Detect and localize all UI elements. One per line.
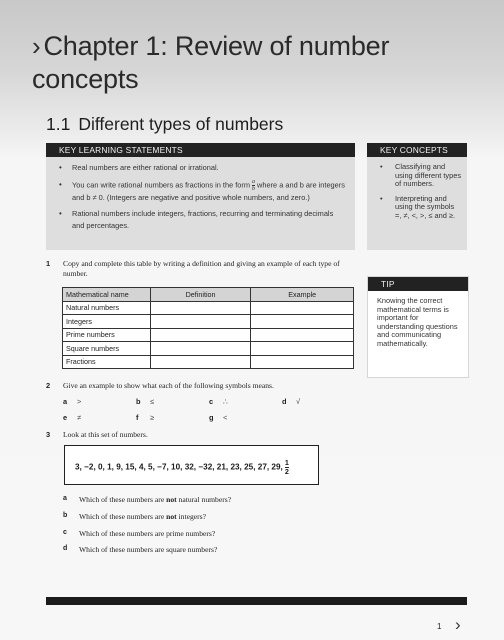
part-letter: c: [209, 397, 214, 406]
fraction-a-over-b: [252, 179, 255, 192]
question-text: Copy and complete this table by writing a definition and giving an example of each type of number.: [63, 259, 340, 278]
key-learning-list: [46, 162, 355, 231]
part-symbol: ∴: [223, 397, 228, 406]
chapter-title: [32, 30, 432, 96]
table-cell-example: [251, 328, 354, 342]
half-numerator: 1: [284, 458, 289, 467]
symbol-part: [209, 397, 228, 406]
section-number: 1.1: [46, 114, 71, 134]
part-symbol: ≤: [150, 397, 155, 406]
part-letter: c: [63, 529, 67, 536]
symbol-part: [282, 397, 301, 406]
part-text-bold: not: [166, 495, 177, 504]
key-learning-item-text: Real numbers are either rational or irrational.: [72, 163, 219, 172]
part-text-bold: not: [166, 512, 177, 521]
part-symbol: ≠: [77, 413, 82, 422]
part-letter: g: [209, 413, 214, 422]
table-row: [63, 342, 354, 356]
table-cell-name: Natural numbers: [63, 301, 151, 315]
part-text-pre: Which of these numbers are: [79, 495, 167, 504]
table-row: [63, 301, 354, 315]
key-concept-item: • Interpreting and using the symbols =, ≠, <, >, ≤ and ≥.: [367, 195, 467, 221]
key-learning-item-text: You can write rational numbers as fractions in the form: [72, 179, 251, 189]
number-types-table: [62, 287, 354, 369]
table-row: [63, 328, 354, 342]
table-header: Example: [251, 288, 354, 302]
key-concepts-box: [367, 143, 467, 250]
table-cell-name: Prime numbers: [63, 328, 151, 342]
symbol-part: [136, 397, 155, 406]
part-text: Which of these numbers are prime numbers?: [79, 529, 216, 538]
table-row: [63, 315, 354, 329]
table-cell-definition: [150, 328, 251, 342]
symbol-part: [209, 413, 228, 422]
tip-text: Knowing the correct mathematical terms is important for understanding questions and communicating mathematically.: [377, 296, 458, 348]
chapter-chevron-icon: ›: [32, 31, 41, 61]
key-learning-item: [46, 162, 355, 174]
part-letter: b: [136, 397, 141, 406]
table-cell-definition: [150, 342, 251, 356]
key-concepts-heading: KEY CONCEPTS: [367, 143, 467, 157]
key-learning-item: [46, 208, 355, 231]
part-letter: b: [63, 512, 68, 519]
section-title: [46, 114, 283, 135]
part-text: [79, 495, 231, 504]
key-concepts-list: [367, 163, 467, 221]
key-concept-item: • Classifying and using different types of numbers.: [367, 163, 467, 189]
table-header: Mathematical name: [63, 288, 151, 302]
part-letter: d: [282, 397, 287, 406]
part-text-pre: Which of these numbers are: [79, 512, 167, 521]
symbol-part: [136, 413, 155, 422]
table-row: [63, 355, 354, 369]
part-letter: a: [63, 495, 67, 502]
footer-bar: [46, 597, 467, 605]
question-text: Look at this set of numbers.: [63, 430, 148, 439]
question-text: Give an example to show what each of the following symbols means.: [63, 381, 274, 390]
question-number: 3: [46, 430, 51, 439]
part-text: [79, 512, 206, 521]
part-letter: d: [63, 545, 68, 552]
number-set: [75, 459, 289, 476]
part-letter: e: [63, 413, 68, 422]
key-learning-statements-box: [46, 143, 355, 250]
part-letter: f: [136, 413, 139, 422]
part-symbol: ≥: [150, 413, 155, 422]
chapter-title-text: Chapter 1: Review of number concepts: [32, 31, 390, 94]
table-cell-definition: [150, 355, 251, 369]
table-header-row: [63, 288, 354, 302]
table-cell-example: [251, 301, 354, 315]
part-symbol: √: [296, 397, 301, 406]
next-page-chevron-icon[interactable]: ›: [455, 615, 461, 634]
table-cell-name: Integers: [63, 315, 151, 329]
key-learning-item-text: Rational numbers include integers, fractions, recurring and terminating decimals and percentages.: [72, 209, 334, 230]
table-cell-example: [251, 315, 354, 329]
table-cell-example: [251, 355, 354, 369]
key-learning-item: [46, 179, 355, 204]
fraction-numerator: a: [252, 178, 256, 185]
table-cell-name: Fractions: [63, 355, 151, 369]
key-learning-item-tail: where a and b are integers and b ≠ 0. (Integers are negative and positive whole numbers, and zero.): [72, 179, 345, 202]
symbol-part: [63, 413, 82, 422]
number-set-box: [64, 445, 319, 485]
fraction-one-half: [285, 459, 289, 476]
table-cell-example: [251, 342, 354, 356]
part-text: Which of these numbers are square numbers?: [79, 545, 218, 554]
table-cell-definition: [150, 301, 251, 315]
part-text-post: integers?: [176, 512, 206, 521]
part-symbol: <: [223, 413, 228, 422]
half-denominator: 2: [284, 467, 289, 476]
table-cell-definition: [150, 315, 251, 329]
key-learning-heading: KEY LEARNING STATEMENTS: [46, 143, 355, 157]
tip-box: [367, 276, 469, 378]
number-list: 3, −2, 0, 1, 9, 15, 4, 5, −7, 10, 32, −32, 21, 23, 25, 27, 29,: [75, 462, 283, 472]
part-symbol: >: [77, 397, 82, 406]
table-cell-name: Square numbers: [63, 342, 151, 356]
table-header: Definition: [150, 288, 251, 302]
fraction-denominator: b: [252, 185, 256, 192]
question-number: 2: [46, 381, 51, 390]
part-text-post: natural numbers?: [176, 495, 232, 504]
section-title-text: Different types of numbers: [78, 114, 284, 134]
part-letter: a: [63, 397, 68, 406]
tip-heading: TIP: [368, 277, 468, 291]
page-number: 1: [437, 622, 442, 631]
symbol-part: [63, 397, 82, 406]
question-number: 1: [46, 259, 51, 268]
